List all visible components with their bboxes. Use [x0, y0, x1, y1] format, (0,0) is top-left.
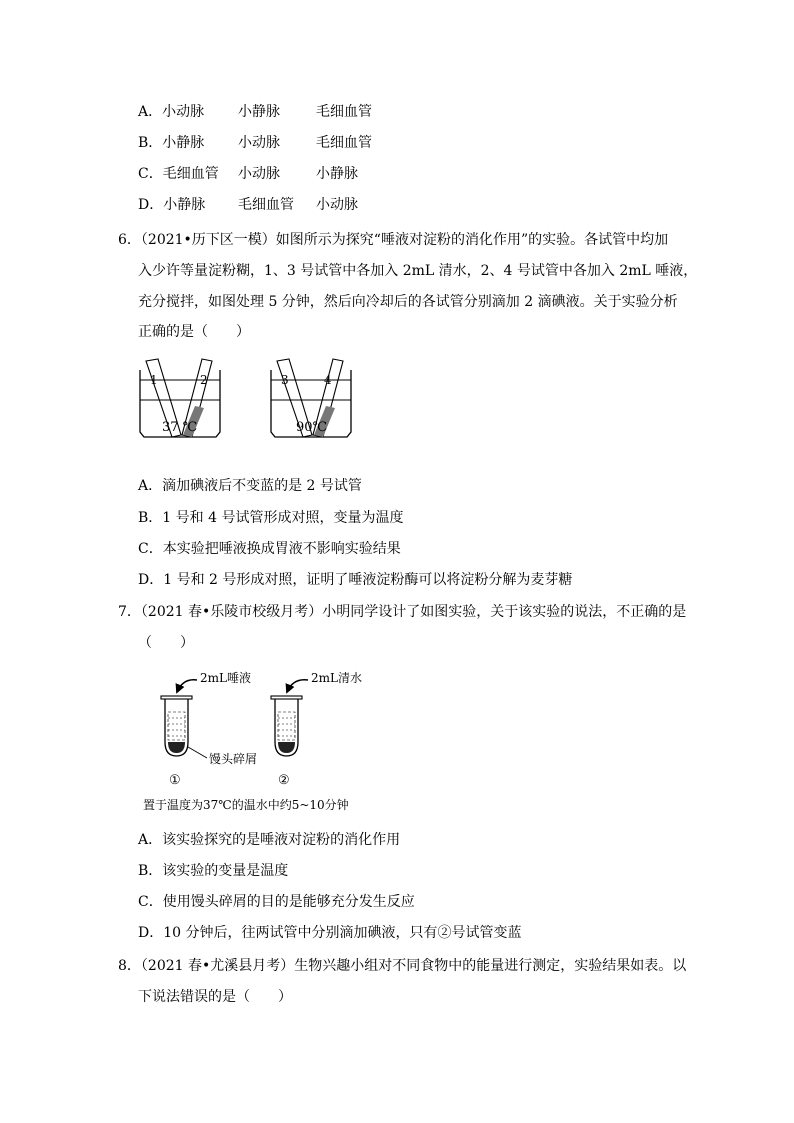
q7-option-a: A．该实验探究的是唾液对淀粉的消化作用 [138, 832, 401, 848]
tube-number-1: ① [169, 773, 181, 788]
option-text: B．小静脉 [138, 135, 205, 151]
q5-option-c [138, 165, 358, 183]
q6-option-a: A．滴加碘液后不变蓝的是 2 号试管 [138, 478, 362, 494]
q6-option-d: D．1 号和 2 号形成对照，证明了唾液淀粉酶可以将淀粉分解为麦芽糖 [138, 572, 573, 588]
q6-option-c: C．本实验把唾液换成胃液不影响实验结果 [138, 541, 401, 557]
temp-label-left: 37 ℃ [162, 420, 198, 435]
tube-number-2: ② [278, 773, 290, 788]
option-text: C．毛细血管 [138, 166, 219, 182]
q7-stem-line-1: 7．（2021 春•乐陵市校级月考）小明同学设计了如图实验，关于该实验的说法，不正确的是 [118, 604, 687, 620]
q6-option-b: B．1 号和 4 号试管形成对照，变量为温度 [138, 510, 404, 526]
q7-option-c: C．使用馒头碎屑的目的是能够充分发生反应 [138, 894, 415, 910]
q7-option-d: D．10 分钟后，往两试管中分别滴加碘液，只有②号试管变蓝 [138, 925, 522, 941]
q8-stem-line-2: 下说法错误的是（ ） [138, 989, 292, 1005]
option-col3: 毛细血管 [316, 135, 372, 151]
label-crumbs: 馒头碎屑 [209, 752, 258, 766]
option-col2: 小动脉 [238, 166, 280, 182]
label-saliva: 2mL唾液 [200, 671, 251, 685]
test-tube-2 [271, 696, 302, 756]
test-tube-1 [161, 696, 192, 756]
tube-label-4: 4 [324, 373, 332, 387]
q8-stem-line-1: 8．（2021 春•尤溪县月考）生物兴趣小组对不同食物中的能量进行测定，实验结果如表。以 [118, 958, 687, 974]
q5-option-a [138, 103, 372, 121]
option-col2: 小静脉 [238, 104, 280, 120]
option-text: D．小静脉 [138, 197, 206, 213]
option-col3: 小动脉 [316, 197, 358, 213]
option-col3: 毛细血管 [316, 104, 372, 120]
tube-label-2: 2 [200, 373, 208, 387]
q7-option-b: B．该实验的变量是温度 [138, 863, 289, 879]
q5-option-b [138, 134, 372, 152]
q7-stem-line-2: （ ） [138, 635, 194, 651]
q6-stem-line-2: 入少许等量淀粉糊，1、3 号试管中各加入 2mL 清水，2、4 号试管中各加入 2mL 唾液， [138, 263, 698, 279]
q6-stem-line-3: 充分搅拌，如图处理 5 分钟，然后向冷却后的各试管分别滴加 2 滴碘液。关于实验分析 [138, 294, 678, 310]
label-water: 2mL清水 [311, 671, 362, 685]
option-col2: 毛细血管 [238, 197, 294, 213]
option-col2: 小动脉 [238, 135, 280, 151]
q5-option-d [138, 196, 358, 214]
temp-label-right: 90℃ [296, 420, 328, 435]
tube-label-3: 3 [281, 373, 289, 387]
option-text: A．小动脉 [138, 104, 205, 120]
q7-figure-caption: 置于温度为37℃的温水中约5~10分钟 [143, 798, 349, 812]
q6-stem-line-4: 正确的是（ ） [138, 324, 250, 340]
tube-label-1: 1 [150, 373, 158, 387]
option-col3: 小静脉 [316, 166, 358, 182]
q7-test-tube-figure [145, 664, 385, 794]
q6-stem-line-1: 6．（2021•历下区一模）如图所示为探究“唾液对淀粉的消化作用”的实验。各试管中均加 [118, 232, 669, 248]
